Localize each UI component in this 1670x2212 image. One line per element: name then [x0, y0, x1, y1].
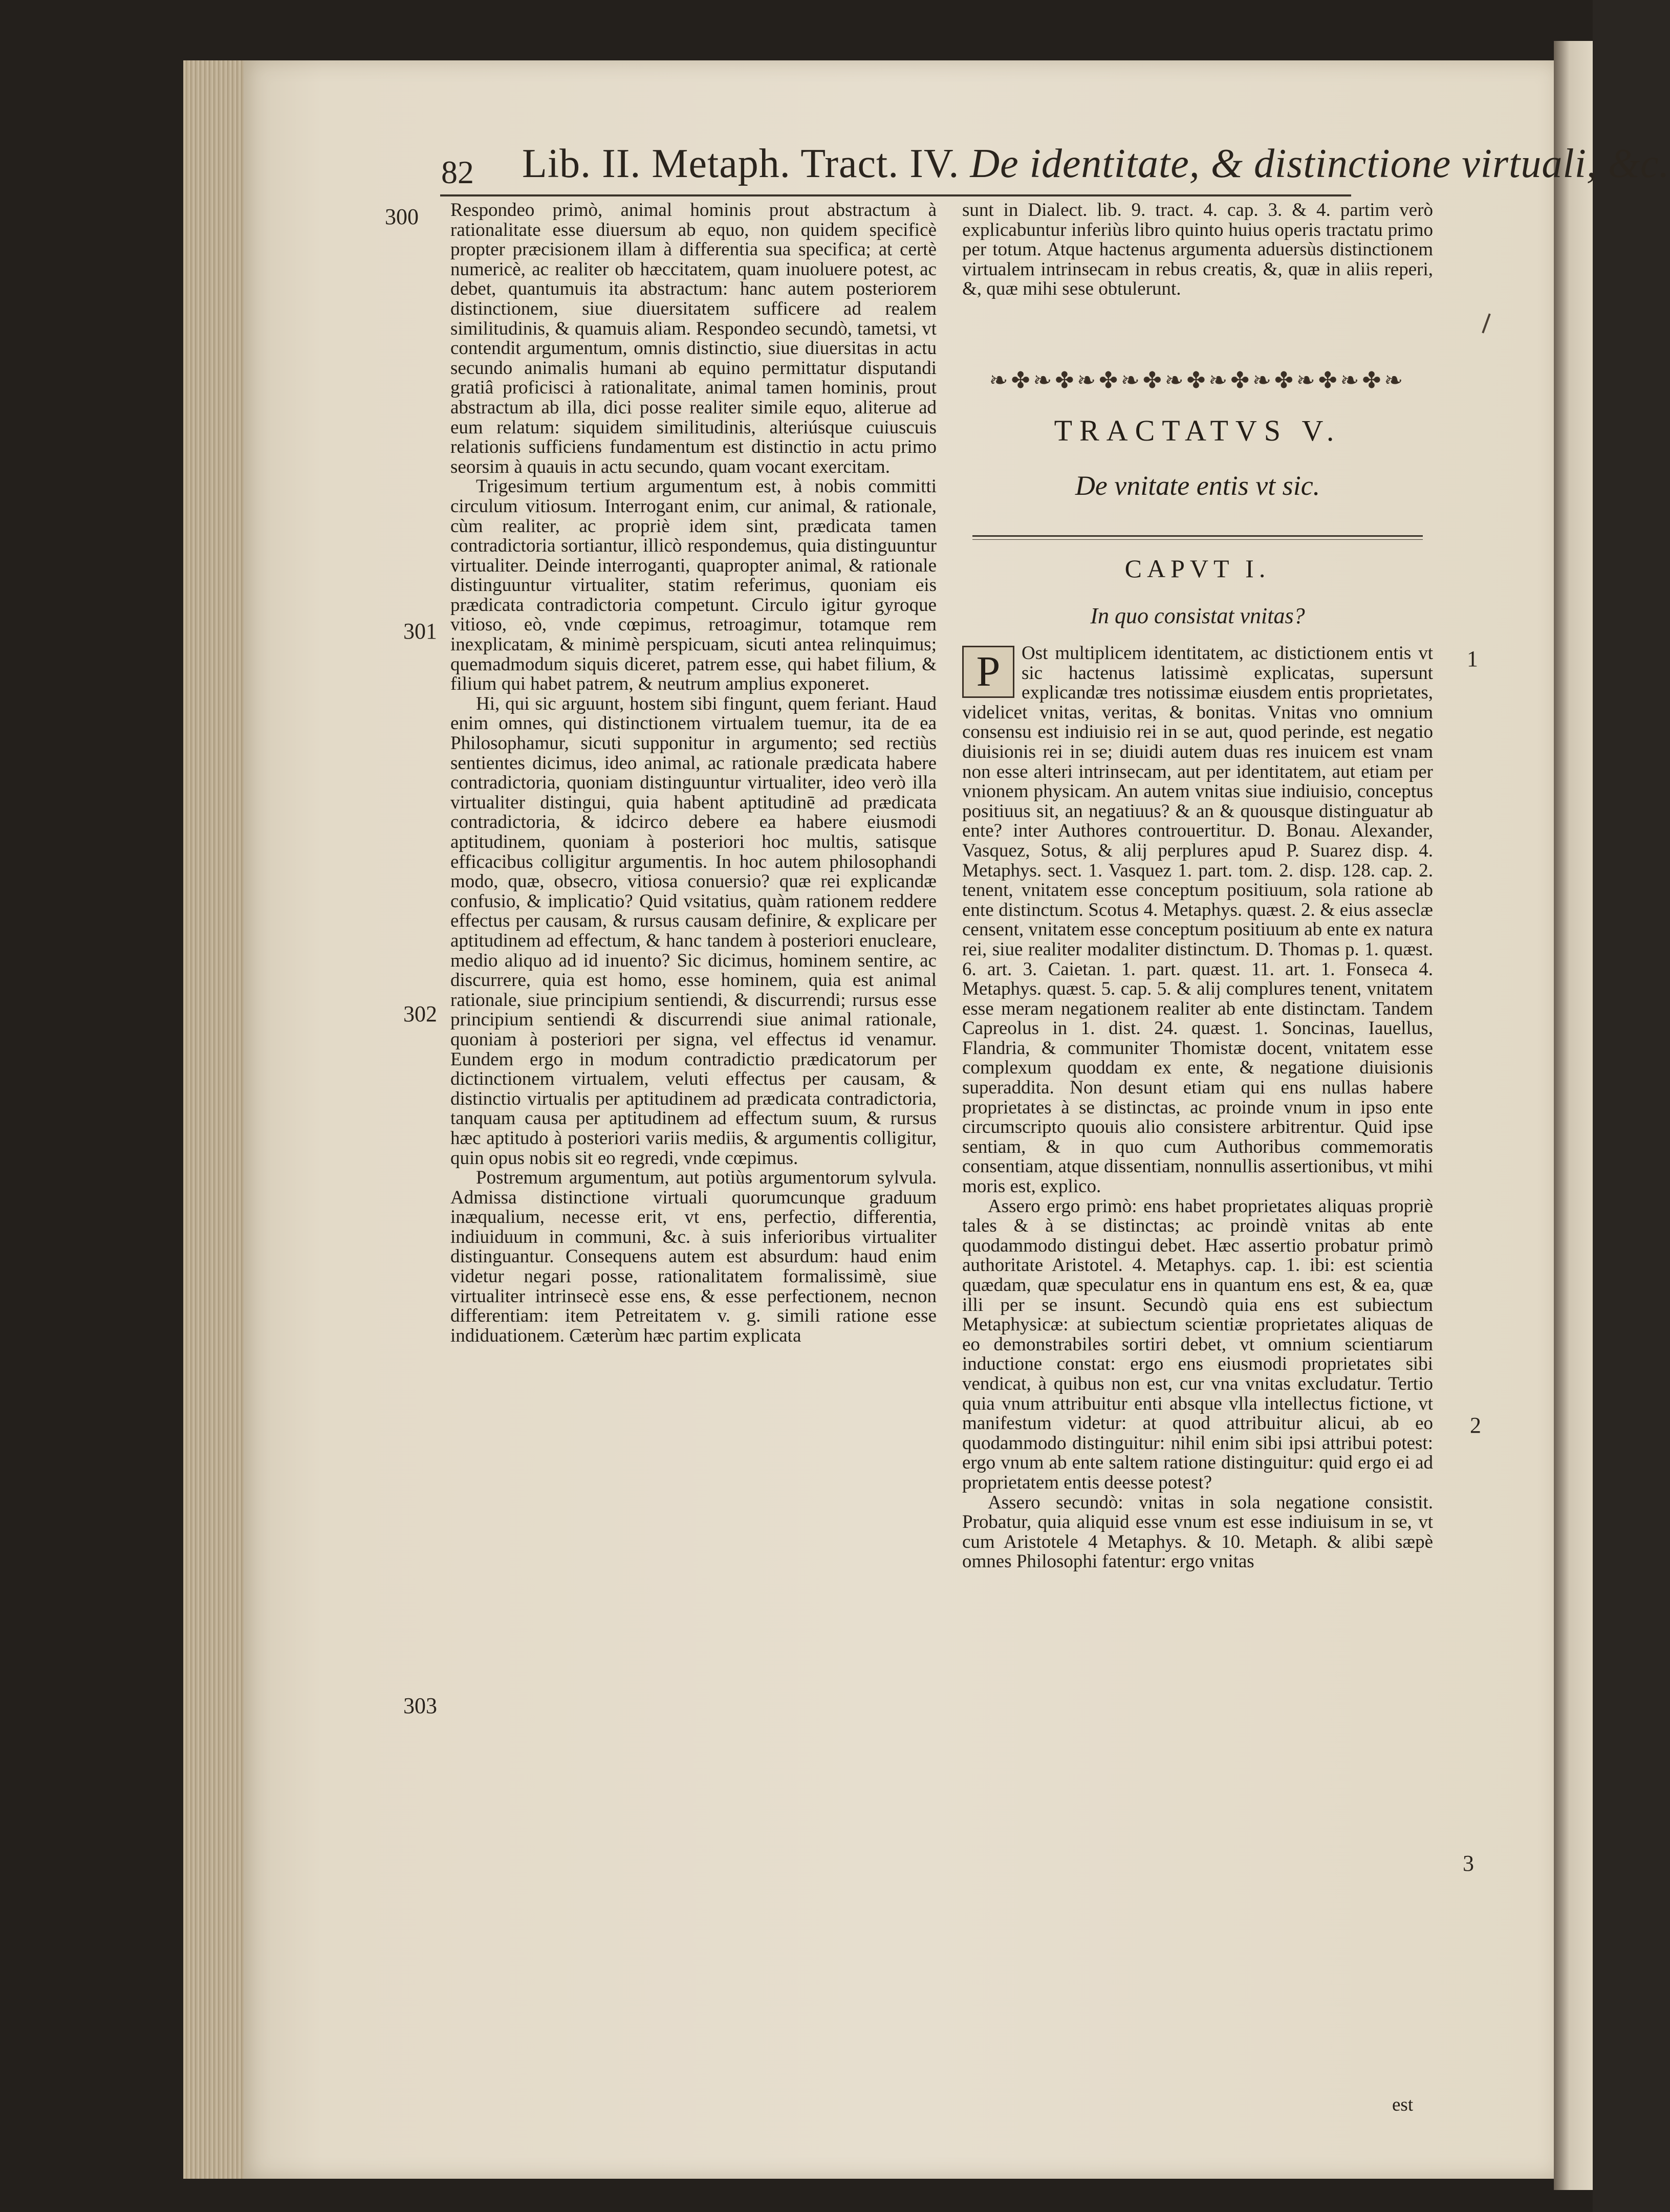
header-rule	[440, 194, 1351, 196]
section-divider-thin	[972, 539, 1423, 540]
facing-page-gutter	[1554, 41, 1593, 2190]
tractatus-title: TRACTATVS V.	[1054, 414, 1341, 447]
margin-number-303: 303	[403, 1693, 437, 1718]
running-header-roman: Lib. II. Metaph. Tract. IV.	[522, 141, 960, 186]
paragraph-303: Postremum argumentum, aut potiùs argumentorum sylvula. Admissa distinctione virtuali quorumcunque graduum inæqualium, necesse erit, vt ens, perfectio, differentia, indiuiduum in communi, &c. à suis inferioribus virtualiter distinguantur. Consequens autem est absurdum: haud enim videtur negari posse, rationalitatem formalissimè, siue virtualiter intrinsecè esse ens, & esse perfectionem, necnon differentiam: item Petreitatem v. g. simili ratione esse indiduationem. Cæterùm hæc partim explicata	[450, 1167, 937, 1346]
tractatus-subtitle: De vnitate entis vt sic.	[1075, 470, 1320, 501]
ornamental-band: ❧✤❧✤❧✤❧✤❧✤❧✤❧✤❧✤❧✤❧	[989, 368, 1406, 393]
paragraph-300: Respondeo primò, animal hominis prout abstractum à rationalitate esse diuersum ab equo, non quidem specificè propter præcisionem illam à differentia sua specifica; at certè numericè, ac realiter ob hæccitatem, quam inuoluere potest, ac debet, quantumuis ita abstractum: hanc autem posteriorem distinctionem, siue diuersitatem sufficere ad realem similitudinis, & quamuis aliam. Respondeo secundò, tametsi, vt contendit argumentum, omnis distinctio, siue diuersitas in actu secundo animalis humani ab equino permittatur disputandi gratiâ proficisci à rationalitate, animal tamen hominis, prout abstractum ab illa, dici posse realiter simile equo, aliterue ad eum relatum: siquidem similitudinis, alteriúsque cuiuscuis relationis sufficiens fundamentum est distinctio in actu primo seorsim à quauis in actu secundo, quam vocant exercitam.	[450, 200, 937, 477]
paragraph-assertio-2: Assero secundò: vnitas in sola negatione consistit. Probatur, quia aliquid esse vnum est esse indiuisum in se, vt cum Aristotele 4 Metaphys. & 10. Metaph. & alibi sæpè omnes Philosophi fatentur: ergo vnitas	[962, 1492, 1433, 1572]
margin-number-1: 1	[1467, 646, 1478, 671]
margin-number-2: 2	[1470, 1413, 1481, 1438]
margin-number-301: 301	[403, 619, 437, 644]
paragraph-302: Hi, qui sic arguunt, hostem sibi fingunt, quem feriant. Haud enim omnes, qui distinctionem virtualem tuemur, ita de ea Philosophamur, sicuti supponitur in argumento; sed rectiùs sentientes dicimus, ideo animal, ac rationale prædicata habere contradictoria, quoniam distinguuntur virtualiter, ideo verò illa virtualiter distingui, quia habent aptitudinē ad prædicata contradictoria, & idcirco debere ea habere eiusmodi aptitudinem, quoniam à posteriori hoc multis, satisque efficacibus colligitur argumentis. In hoc autem philosophandi modo, quæ, obsecro, vitiosa conuersio? quæ rei explicandæ confusio, & implicatio? Quid vsitatius, quàm rationem reddere effectus per causam, & rursus causam definire, & explicare per aptitudinem ad effectum, & hanc tandem à posteriori enucleare, medio aliquo ad id inuento? Sic dicimus, hominem sentire, ac discurrere, quia est homo, esse hominem, quia est animal rationale, siue principium sentiendi, & discurrendi; rursus esse principium sentiendi & discurrendi siue animal rationale, quoniam à posteriori per signa, vel effectus id venamur. Eundem ergo in modum contradictio prædicatorum per dictinctionem virtualem, veluti effectus per causam, & distinctio virtualis per aptitudinem ad prædicata contradictoria, tanquam causa per aptitudinem ad effectum suum, & rursus hæc aptitudo à posteriori variis mediis, & argumentis colligitur, quin opus nobis sit eo regredi, vnde cœpimus.	[450, 693, 937, 1169]
catchword: est	[1392, 2094, 1414, 2115]
page-block-edge	[183, 60, 245, 2179]
right-column-body	[962, 644, 1433, 1572]
caput-title: CAPVT I.	[1124, 554, 1271, 583]
paragraph-301: Trigesimum tertium argumentum est, à nobis committi circulum vitiosum. Interrogant enim, cur animal, & rationale, cùm realiter, ac propriè idem sint, prædicata tamen contradictoria sortiantur, illicò respondemus, quia distinguuntur virtualiter. Deinde interroganti, quapropter animal, & rationale distinguuntur virtualiter, statim referimus, quoniam eis prædicata contradictoria competunt. Circulo igitur gyroque vitioso, eò, vnde cœpimus, retroagimur, totamque rem inexplicatam, & minimè perspicuam, sicuti antea relinquimus; quemadmodum siquis diceret, patrem esse, qui habet filium, & filium qui habet patrem, & neutrum amplius exponeret.	[450, 476, 937, 695]
paragraph-continuation: sunt in Dialect. lib. 9. tract. 4. cap. 3. & 4. partim verò explicabuntur inferiùs libro quinto huius operis tractatu primo per totum. Atque hactenus argumenta aduersùs distinctionem virtualem intrinsecam in rebus creatis, &, quæ in aliis reperi, &, quæ mihi sese obtulerunt.	[962, 200, 1433, 300]
running-header	[522, 141, 1670, 192]
page-number: 82	[441, 154, 474, 190]
right-column-top	[962, 201, 1433, 299]
margin-number-3: 3	[1463, 1851, 1474, 1876]
running-header-italic: De identitate, & distinctione virtuali, &c.	[970, 141, 1670, 186]
paragraph-caput-intro	[962, 644, 1433, 1197]
paragraph-caput-intro-text: Ost multiplicem identitatem, ac distictionem entis vt sic hactenus latissimè explicatas, supersunt explicandæ tres notissimæ eiusdem entis proprietates, videlicet vnitas, veritas, & bonitas. Vnitas vno omnium consensu est indiuisio rei in se aut, quod perinde, est negatio diuisionis rei in se; diuidi autem duas res inuicem est vnam non esse alteri intrinsecam, aut per identitatem, aut etiam per vnionem physicam. An autem vnitas siue indiuisio, conceptus positiuus sit, an negatiuus? & an & quousque distinguatur ab ente? inter Authores controuertitur. D. Bonau. Alexander, Vasquez, Sotus, & alij perplures apud P. Suarez disp. 4. Metaphys. sect. 1. Vasquez 1. part. tom. 2. disp. 128. cap. 2. tenent, vnitatem esse conceptum positiuum, sola ratione ab ente distinctum. Scotus 4. Metaphys. quæst. 2. & eius asseclæ censent, vnitatem esse conceptum positiuum ab ente ex natura rei, siue realiter modaliter distinctum. D. Thomas p. 1. quæst. 6. art. 3. Caietan. 1. part. quæst. 11. art. 1. Fonseca 4. Metaphys. quæst. 5. cap. 5. & alij complures tenent, vnitatem esse meram negationem realiter ab ente distinctam. Tandem Capreolus in 1. dist. 24. quæst. 1. Soncinas, Iauellus, Flandria, & communiter Thomistæ docent, vnitatem esse complexum quoddam ex ente, & negatione diuisionis superaddita. Non desunt etiam qui ens nullas habere proprietates à se distinctas, ac proinde vnum in ipso ente circumscripto quouis alio consistere arbitrentur. Quid ipse sentiam, & in quo cum Authoribus commemoratis consentiam, atque dissentiam, nonnullis assertionibus, vt mihi moris est, explico.	[962, 643, 1433, 1197]
paragraph-assertio-1: Assero ergo primò: ens habet proprietates aliquas propriè tales & à se distinctas; ac proindè vnitas ab ente quodammodo distingui debet. Hæc assertio probatur primò authoritate Aristotel. 4. Metaphys. cap. 1. ibi: est scientia quædam, quæ speculatur ens in quantum ens est, & ea, quæ illi per se insunt. Secundò quia ens est subiectum Metaphysicæ: at subiectum scientiæ proprietates aliquas de eo demonstrabiles sortiri debet, vt omnium scientiarum inductione constat: ergo ens eiusmodi proprietates sibi vendicat, à quibus non est, cur vna vnitas excludatur. Tertio quia vnum attribuitur enti absque vlla intellectus fictione, vt manifestum videtur: at quod attribuitur alicui, ab eo quodammodo distinguitur: nihil enim sibi ipsi attribui potest: ergo vnum ab ente saltem ratione distinguitur: quid ergo ei ad proprietatem entis deesse potest?	[962, 1195, 1433, 1493]
left-column	[450, 201, 937, 1346]
dropcap-initial: P	[962, 646, 1014, 698]
margin-number-302: 302	[403, 1001, 437, 1026]
section-divider	[972, 535, 1423, 537]
margin-number-300: 300	[385, 204, 419, 229]
caput-subtitle: In quo consistat vnitas?	[1090, 603, 1305, 628]
